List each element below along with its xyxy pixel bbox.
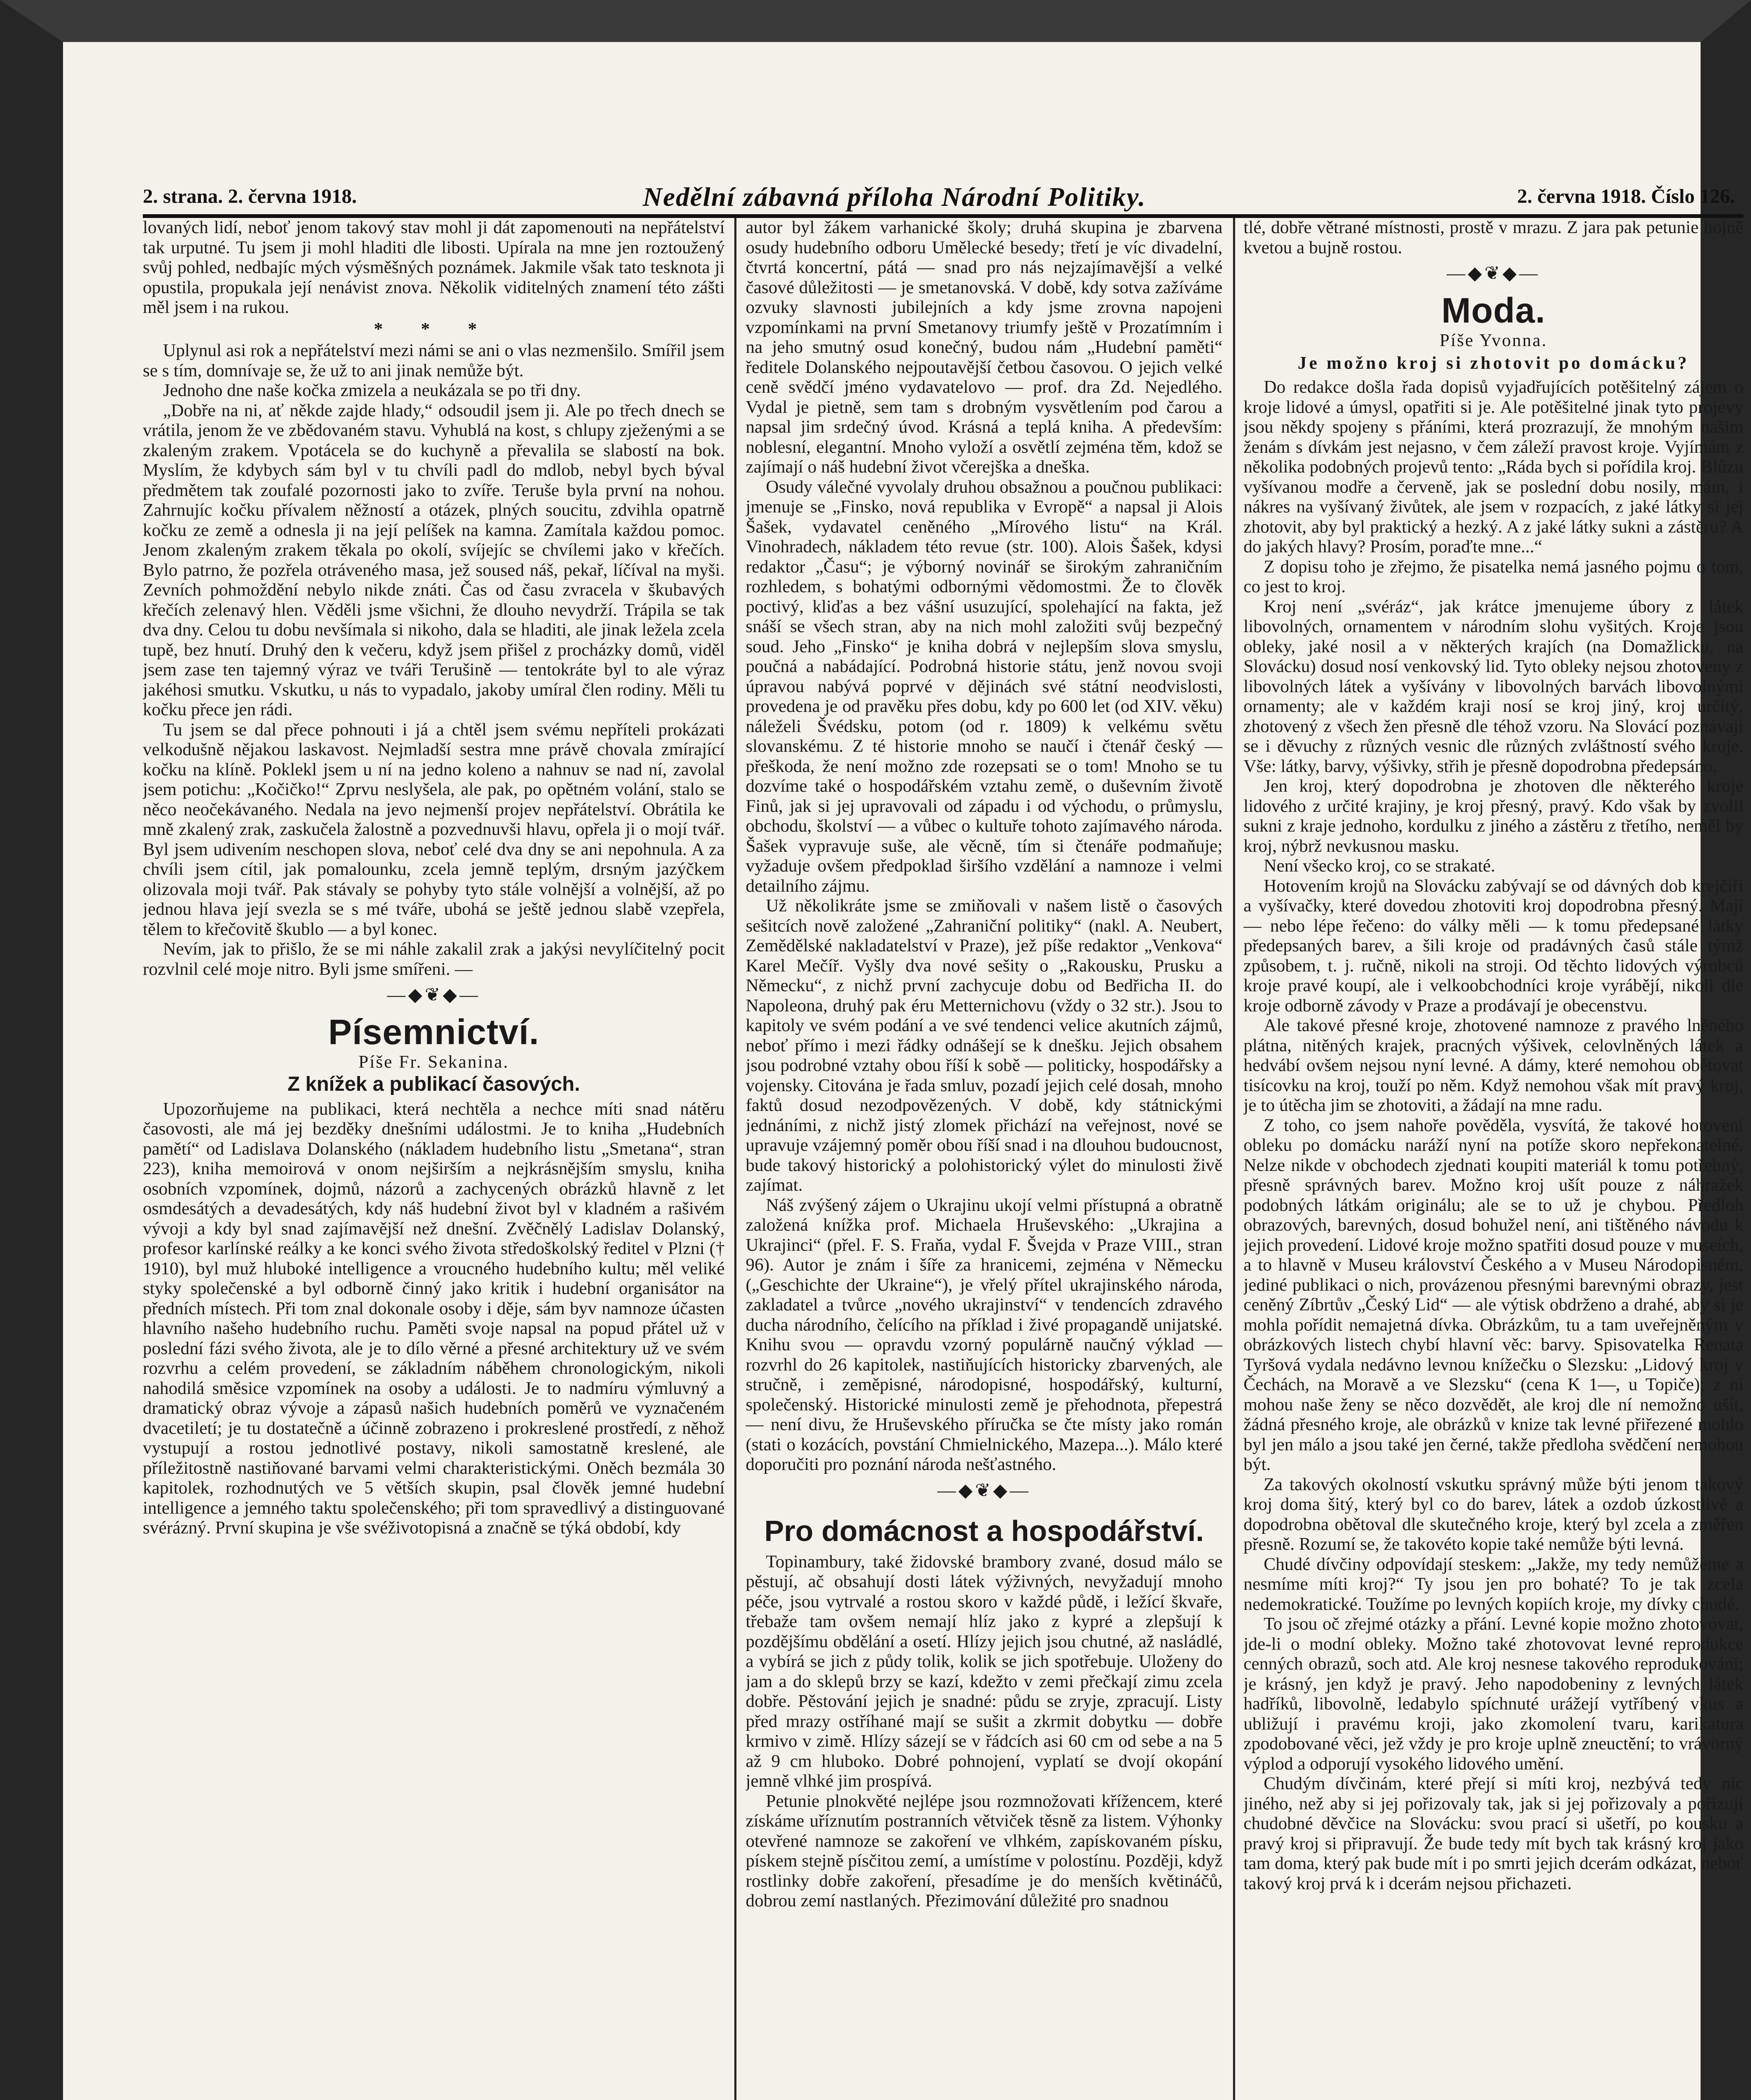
article-title: Z knížek a publikací časových. bbox=[287, 1073, 580, 1095]
article-paragraph: Upozorňujeme na publikaci, která nechtěla a nechce míti snad nátěru časovosti, ale má jej bezděky dnešními událostmi. Je to kniha „Hudebních pamětí“ od Ladislava Dolanského (nákladem hudebního listu „Smetana“, stran 223), kniha memoirová v onom nejširším a nejkrásnějším smyslu, kniha osobních vzpomínek, dojmů, názorů a zachycených obrázků hlavně z let osmdesátých a devadesátých, kdy náš hudební život byl v kladném a rašivém vývoji a kdy byl snad zajímavější než dnešní. Zvěčnělý Ladislav Dolanský, profesor karlínské reálky a ke konci svého života středoškolský ředitel v Plzni († 1910), byl muž hluboké intelligence a vroucného hudebního kultu; měl veliké styky společenské a byl odborně činný jako kritik i hudební organisátor na předních místech. Při tom znal dokonale osoby i děje, sám byv namnoze účasten hlavního našeho hudebního ruchu. Paměti svoje napsal na popud přátel už v poslední fázi svého života, ale je to dílo věrné a přesné architektury už ve svém rozvrhu a celém provedení, se základním náběhem chronologickým, nikoli nahodilá směsice vzpomínek na osoby a události. Je to nadmíru výmluvný a dramatický obraz vývoje a zápasů našich hudebních poměrů ve vyznačeném dvacetiletí; je tu dostatečně a účinně zobrazeno i prokreslené prostředí, z něhož vystupují a rostou jednotlivé postavy, nikoli samostatně kreslené, ale příležitostně nastiňované barvami velmi charakteristickými. Oněch bezmála 30 kapitolek, rozhodnutých ve 5 větších skupin, psal člověk jemné hudební intelligence a jemného taktu společenského; při tom spravedlivý a distinguované svérázný. První skupina je vše svéživotopisná a značně se týká období, kdy bbox=[143, 1099, 725, 1538]
story-paragraph: „Dobře na ni, ať někde zajde hlady,“ odsoudil jsem ji. Ale po třech dnech se vrátila, jenom že ve zbědovaném stavu. Vyhublá na kost, s chlupy zježenými a se zkaleným zrakem. Vpotácela se do kuchyně a převalila se slabostí na bok. Myslím, že kdybych sám byl v tu chvíli padl do mdlob, nebyl bych býval předmětem tak zoufalé pozornosti jako to zvíře. Teruše byla první na nohou. Zahrnujíc kočku přívalem něžností a otázek, plných soucitu, zdvihla opatrně kočku ze země a odnesla ji na její pelíšek na kamna. Zamítala každou pomoc. Jenom zkaleným zrakem těkala po okolí, svíjejíc se chvílemi jako v křečích. Bylo patrno, že pozřela otráveného masa, jež soused náš, pekař, líčíval na myši. Zevních pohmoždění nebylo nikde znáti. Čas od času zvracela v škubavých křečích zelenavý hlen. Věděli jsme všichni, že dlouho nevydrží. Trápila se tak dva dny. Celou tu dobu nevšímala si nikoho, dala se hladiti, ale jinak ležela zcela tupě, bez hnutí. Druhý den k večeru, když jsem přišel z procházky domů, viděl jsem zase ten tajemný výraz ve tváři Terušině — tentokráte byl to ale výraz jakéhosi smutku. Vskutku, u nás to vypadalo, jakoby umíral člen rodiny. Měli tu kočku přece jen rádi. bbox=[143, 400, 725, 719]
column-1 bbox=[143, 218, 725, 2100]
article-paragraph: Osudy válečné vyvolaly druhou obsažnou a poučnou publikaci: jmenuje se „Finsko, nová republika v Evropě“ a napsal ji Alois Šašek, vydavatel ceněného „Mírového listu“ na Král. Vinohradech, nákladem této revue (str. 100). Alois Šašek, kdysi redaktor „Času“; je výborný novinář se širokým zahraničním rozhledem, s bohatými odbornými vědomostmi. Že to člověk poctivý, kliďas a bez vášní usuzující, spolehající na fakta, jež snáší se všech stran, aby na nich mohl založiti svůj bezpečný soud. Jeho „Finsko“ je kniha dobrá v nejlepším slova smyslu, poučná a nabádající. Podrobná historie státu, jenž novou svoji úpravou nabývá poprvé v dějinách své státní neodvislosti, provedena je od pravěku přes dobu, kdy po 600 let (od XIV. věku) náleželi Švédsku, potom (od r. 1809) k velkému světu slovanskému. Z té historie mnoho se naučí i čtenář český — přeškoda, že není možno zde rozepsati se o tom! Mnoho se tu dozvíme také o hospodářském vztahu země, o duševním životě Finů, jak si jej upravovali od západu i od východu, o průmyslu, obchodu, školství — a vůbec o kultuře tohoto zajímavého národa. Šašek vypravuje suše, ale věcně, tím si čtenáře podmaňuje; vyžaduje ovšem předpoklad širšího vzdělání a namnoze i velmi detailního zájmu. bbox=[746, 477, 1223, 896]
article-paragraph: Kroj není „svéráz“, jak krátce jmenujeme úbory z látek libovolných, ornamentem v národním slohu vyšitých. Kroje jsou obleky, jaké nosil a v některých krajích (na Domažlicku, na Slovácku) dosud nosí venkovský lid. Tyto obleky nejsou zhotoveny z libovolných látek a vyšívány v libovolných barvách libovolnými ornamenty; ale v každém kraji nosí se kroj jiný, kroj určitý, zhotovený z všech žen přesně dle téhož vzoru. Na Slovácí poznávají se i děvuchy z různých vesnic dle různých zvláštností svého kroje. Vše: látky, barvy, výšivky, střih je přesně dopodrobna předepsáno. bbox=[1244, 596, 1743, 776]
article-paragraph: Hotovením krojů na Slovácku zabývají se od dávných dob krejčíři a vyšívačky, které dovedou zhotoviti kroj dopodrobna přesný. Mají — nebo lépe řečeno: do války měli — k tomu předepsané látky předepsaných barev, a šili kroje od pradávných časů stále týmž způsobem, t. j. ručně, nikoli na stroji. Od těchto lidových výrobců kroje pravé koupí, ale i velkoobchodníci kroje vyrábějí, nikoli dle kroje odborně závody v Praze a prodávají je obecenstvu. bbox=[1244, 876, 1743, 1016]
story-paragraph: Jednoho dne naše kočka zmizela a neukázala se po tři dny. bbox=[163, 381, 581, 400]
author-byline: Píše Yvonna. bbox=[1439, 331, 1548, 350]
story-paragraph: Tu jsem se dal přece pohnouti i já a chtěl jsem svému nepříteli prokázati velkodušně nějakou laskavost. Nejmladší sestra mne právě chovala zmírající kočku na klíně. Poklekl jsem u ní na jedno koleno a nahnuv se nad ní, zavolal jsem potichu: „Kočičko!“ Zprvu neslyšela, ale pak, po opětném volání, stalo se něco neočekávaného. Nedala na jevo nejmenší projev nepřátelství. Obrátila ke mně zkalený zrak, zaskučela žalostně a pozvednuvši hlavu, opřela ji o mojí tvář. Byl jsem udivením neschopen slova, neboť celé dva dny se ani nepohnula. A za chvíli jsem cítil, jak pomalounku, zcela jemně teplým, drsným jazýčkem olizovala moji tvář. Pak stávaly se pohyby tyto stále volnější a volnější, až po jednou hlava její svezla se s mé tváře, ubohá se ještě jednou slabě vzepřela, tělem to křečovitě škublo — a byl konec. bbox=[143, 719, 725, 939]
article-paragraph: Jen kroj, který dopodrobna je zhotoven dle některého kroje lidového z určité krajiny, je kroj přesný, pravý. Kdo však by zvolil sukni z kraje jednoho, kordulku z jiného a zástěru z třetího, neměl by kroj, nýbrž nevkusnou masku. bbox=[1244, 776, 1743, 856]
section-title-household: Pro domácnost a hospodářství. bbox=[764, 1514, 1204, 1547]
article-paragraph: Za takových okolností vskutku správný může býti jenom takový kroj doma šitý, který byl co do barev, látek a ozdob úzkostlivě a dopodrobna obětoval dle skutečného kroje, který byl zcela a změřen přesně. Rozumí se, že takovéto kopie také nemůže býti levná. bbox=[1244, 1474, 1743, 1554]
article-paragraph: autor byl žákem varhanické školy; druhá skupina je zbarvena osudy hudebního odboru Umělecké besedy; třetí je víc divadelní, čtvrtá koncertní, pátá — snad pro nás nejzajímavější a velké časové důležitosti — je smetanovská. V době, kdy sotva zažíváme ozvuky slavnosti jubilejních a kdy jsme zrovna napojeni vzpomínkami na první Smetanovy triumfy ještě v Prozatímním i na jeho smutný osud konečný, budou nám „Hudební paměti“ ředitele Dolanského nejpoutavější četbou časovou. O jejich velké ceně svědčí jméno vydavatelovo — prof. dra Zd. Nejedlého. Vydal je pietně, sem tam s drobným vysvětlením pod čarou a napsal jim srdečný úvod. Krásná a teplá kniha. A především: noblesní, elegantní. Mnoho vyloží a osvětlí zejména těm, kdož se zajímají o náš hudební život včerejška a dneška. bbox=[746, 218, 1223, 477]
header-publication-title: Nedělní zábavná příloha Národní Politiky. bbox=[643, 182, 1146, 212]
story-paragraph: Nevím, jak to přišlo, že se mi náhle zakalil zrak a jakýsi nevylíčitelný pocit rozvlnil celé moje nitro. Byli jsme smířeni. — bbox=[143, 939, 725, 979]
article-paragraph: tlé, dobře větrané místnosti, prostě v mrazu. Z jara pak petunie hojně kvetou a bujně rostou. bbox=[1244, 218, 1743, 257]
story-paragraph: lovaných lidí, neboť jenom takový stav mohl ji dát zapomenouti na nepřátelství tak urputné. Tu jsem ji mohl hladiti dle libosti. Upírala na mne jen roztoužený svůj pohled, nedbajíc mých výsměšných poznámek. Jakmile však tato tesknota ji opustila, propukala její nenávist znova. Několik viditelných znamení této zášti měl jsem i na rukou. bbox=[143, 218, 725, 317]
section-title-fashion: Moda. bbox=[1441, 291, 1546, 330]
header-page-date: 2. strana. 2. června 1918. bbox=[143, 185, 357, 207]
author-byline: Píše Fr. Sekanina. bbox=[358, 1052, 509, 1072]
ornament-divider: —◆❦◆— bbox=[387, 984, 481, 1005]
article-paragraph: Topinambury, také židovské brambory zvané, dosud málo se pěstují, ač obsahují dosti látek výživných, nevyžadují mnoho péče, jsou vytrvalé a rostou skoro v každé půdě, i ležící škvaře, třebaže tam ovšem nemají hlíz jako z kypré a zlepšují k pozdějšímu obdělání a osetí. Hlízy jejich jsou chutné, až nasládlé, a vybírá se jich z půdy tolik, kolik se jich spotřebuje. Uloženy do jam a do sklepů brzy se kazí, kdežto v zemi přečkají zimu zcela dobře. Pěstování jejich je snadné: půdu se zryje, zpracují. Listy před mrazy ostříhané mají se sušit a zkrmit dobytku — dobře krmivo v zimě. Hlízy sázejí se v řádcích asi 60 cm od sebe a na 5 až 9 cm hluboko. Dobré pohnojení, vyplatí se dvojí okopání jemně vlhké jim prospívá. bbox=[746, 1551, 1223, 1791]
ornament-divider: —◆❦◆— bbox=[937, 1480, 1031, 1501]
column-2 bbox=[746, 218, 1223, 2100]
section-break-stars: * * * bbox=[374, 319, 494, 339]
ornament-divider: —◆❦◆— bbox=[1446, 263, 1541, 284]
article-paragraph: Není všecko kroj, co se strakaté. bbox=[1264, 856, 1496, 876]
column-divider bbox=[734, 218, 736, 2100]
article-paragraph: Z dopisu toho je zřejmo, že pisatelka nemá jasného pojmu o tom, co jest to kroj. bbox=[1244, 556, 1743, 596]
article-paragraph: Chudé dívčiny odpovídají steskem: „Jakže, my tedy nemůžeme a nesmíme míti kroj?“ Ty jsou jen pro bohaté? To je tak zcela nedemokratické. Toužíme po levných kopiích kroje, my dívky chudé. bbox=[1244, 1554, 1743, 1614]
article-paragraph: To jsou oč zřejmé otázky a přání. Levné kopie možno zhotovovat, jde-li o modní obleky. Možno také zhotovovat levné reprodukce cenných obrazů, soch atd. Ale kroj nesnese takového reprodukování; je krásný, jen když je pravý. Jeho napodobeniny z levných látek hadříků, libovolně, ledabylo spíchnuté urážejí vytříbený vkus a ubližují i pravému kroji, jako zkomolení tvaru, karikatura zpodobované věci, jež vždy je pro kroje uplně zneuctění; to vrávorný výplod a odporují vysokého lidového umění. bbox=[1244, 1614, 1743, 1774]
article-paragraph: Do redakce došla řada dopisů vyjadřujících potěšitelný zájem o kroje lidové a úmysl, opatřiti si je. Ale potěšitelné jinak tyto projevy jsou někdy spojeny s přáními, která prozrazují, že mnohým našim ženám s dívkám jest nejasno, v čem záleží pravost kroje. Vyjímám z několika podobných projevů tento: „Ráda bych si pořídila kroj. Blůzu vyšívanou modře a červeně, jak se poslední dobu nosily, mám, i nákres na vyšívaný živůtek, ale jsem v rozpacích, z jaké látky si jej zhotovit, aby byl praktický a hezký. A z jaké látky sukni a zástěru? A do jakých hlavy? Prosím, poraďte mne...“ bbox=[1244, 377, 1743, 556]
article-paragraph: Petunie plnokvěté nejlépe jsou rozmnožovati křížencem, které získáme uříznutím postranních větviček těsně za listem. Výhonky otevřené namnoze se zakoření ve vlhkém, zapískovaném písku, pískem stejně písčitou zemí, a umístíme v polostínu. Později, když rostlinky dobře zakoření, přesadíme je do menších květináčů, dobrou zemí nastlaných. Přezimování důležité pro snadnou bbox=[746, 1791, 1223, 1911]
section-title-literature: Písemnictví. bbox=[328, 1012, 539, 1052]
header-issue-number: 2. června 1918. Číslo 126. bbox=[1517, 185, 1735, 207]
article-paragraph: Už několikráte jsme se zmiňovali v našem listě o časových sešitcích nově založené „Zahraniční politiky“ (nakl. A. Neubert, Zemědělské nakladatelství v Praze), jež píše redaktor „Venkova“ Karel Mečíř. Vyšly dva nové sešity o „Rakousku, Prusku a Německu“, z nichž první zachycuje dobu od Bedřicha II. do Napoleona, druhý pak éru Metternichovu (vždy o 32 str.). Jsou to kapitoly ve svém podání a ve své tendenci velice akutních zájmů, neboť přímo i mezi řádky odnášejí se k dnešku. Jejich obsahem jsou podrobné vztahy obou říší k sobě — politicky, hospodářsky a vojensky. Citována je řada smluv, pozadí jejich celé dosah, mnoho faktů dosud nezodpovězených. V době, kdy státnickými jednáními, z nichž jistý zlomek přichází na veřejnost, nové se upravuje vzájemný poměr obou říší snad i na dlouhou budoucnost, bude takový historický a polohistorický výlet do minulosti živě zajímat. bbox=[746, 896, 1223, 1195]
article-paragraph: Ale takové přesné kroje, zhotovené namnoze z pravého lněného plátna, nitěných krajek, pracných výšivek, celovlněných látek a hedvábí ovšem nejsou nyní levné. A dámy, které nemohou obětovat tisícovku na kroj, touží po něm. Když nemohou však mít pravý kroj, je to útěcha jim se zhotoviti, a žádají na mne radu. bbox=[1244, 1016, 1743, 1115]
story-paragraph: Uplynul asi rok a nepřátelství mezi námi se ani o vlas nezmenšilo. Smířil jsem se s tím, domnívaje se, že už to ani jinak nemůže být. bbox=[143, 341, 725, 381]
page-header bbox=[143, 181, 1743, 218]
article-paragraph: Z toho, co jsem nahoře pověděla, vysvítá, že takové hotovení obleku po domácku naráží nyní na potíže skoro nepřekonatelné. Nelze nikde v obchodech zjednati koupiti materiál k tomu potřebný, přesně správných barev. Možno kroj ušít pouze z náhražek podobných látkám originálu; ale se to už je chybou. Předloh obrazových, barevných, dosud bohužel není, ani tištěného návodu k jejich provedení. Lidové kroje možno spatřiti dosud pouze v museích, a to hlavně v Museu království Českého a v Museu Národopisném, jediné publikaci o nich, provázenou přesnými barevnými obrazy, jest ceněný Zíbrtův „Český Lid“ — ale výtisk obdrženo a drahé, aby si je mohla pořídit nemajetná dívka. Obrázkům, tu a tam uveřejněným v obrázkových listech chybí hlavní věc: barvy. Spisovatelka Renata Tyršová vydala nedávno levnou knížečku o Slezsku: „Lidový kroj v Čechách, na Moravě a ve Slezsku“ (cena K 1—, u Topiče); z ní mohou naše ženy se něco dozvědět, ale kroj dle ní nemožno ušít, žádná přesného kroje, ale obrázků v knize tak levné přiřezené mohlo byl jen málo a jsou také jen černé, takže předloha svědčení nemohou být. bbox=[1244, 1115, 1743, 1474]
article-title: Je možno kroj si zhotovit po domácku? bbox=[1298, 353, 1689, 373]
column-3 bbox=[1244, 218, 1743, 2100]
column-divider bbox=[1233, 218, 1235, 2100]
article-paragraph: Chudým dívčinám, které přejí si míti kroj, nezbývá tedy nic jiného, než aby si jej pořizovaly tak, jak si jej pořizovaly a pořizují chudobné děvčice na Slovácku: svou prací si ušetří, po kousku a pravý kroj si připravují. Že bude tedy mít bych tak krásný kroj jako tam doma, který pak bude mít i po smrti jejich dcerám odkázat, neboť takový kroj prvá k i dcerám nejsou přichazeti. bbox=[1244, 1774, 1743, 1893]
article-paragraph: Náš zvýšený zájem o Ukrajinu ukojí velmi přístupná a obratně založená knížka prof. Michaela Hruševského: „Ukrajina a Ukrajinci“ (přel. F. S. Fraňa, vydal F. Švejda v Praze VIII., stran 96). Autor je znám i šíře za hranicemi, zejména v Německu („Geschichte der Ukraine“), je vřelý přítel ukrajinského národa, zakladatel a tvůrce „nového ukrajinství“ v tendencích zdravého ducha národního, čelícího na příklad i živé propagandě unijatské. Knihu svou — opravdu vzorný populárně naučný výklad — rozvrhl do 26 kapitolek, nastiňujících historicky zbarvených, ale stručně, i zeměpisné, národopisné, hospodářský, kulturní, společenský. Historické minulosti země je přehodnota, přepestrá — není divu, že Hruševského příručka se čte místy jako román (stati o kozácích, povstání Chmielnického, Mazepa...). Málo které doporučiti pro poznání národa nešťastného. bbox=[746, 1195, 1223, 1474]
